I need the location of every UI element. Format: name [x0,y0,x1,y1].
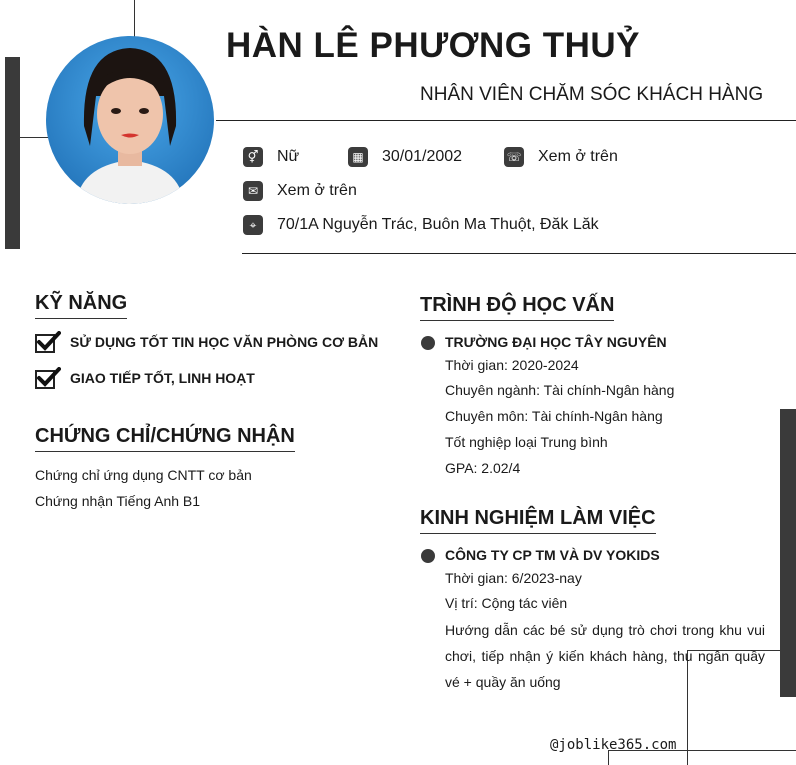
gender-value: Nữ [277,148,300,165]
education-line: GPA: 2.02/4 [445,460,521,476]
info-address [243,215,599,235]
job-title: NHÂN VIÊN CHĂM SÓC KHÁCH HÀNG [420,84,764,105]
info-divider [242,253,796,254]
gender-icon: ⚥ [243,147,263,167]
birthday-value: 30/01/2002 [382,148,463,165]
education-line: Thời gian: 2020-2024 [445,357,579,373]
left-decor-line [20,137,50,138]
left-decor-bar [5,57,20,249]
checkbox-checked-icon [35,367,61,389]
phone-icon: ☏ [504,147,524,167]
experience-line: Vị trí: Cộng tác viên [445,595,568,611]
checkbox-checked-icon [35,331,61,353]
watermark: @joblike365.com [550,737,677,753]
info-gender [243,147,299,167]
top-decor-line [134,0,135,40]
school-name: TRƯỜNG ĐẠI HỌC TÂY NGUYÊN [445,334,667,350]
location-pin-icon: ⌖ [243,215,263,235]
experience-title: KINH NGHIỆM LÀM VIỆC [420,507,656,534]
skill-label: SỬ DỤNG TỐT TIN HỌC VĂN PHÒNG CƠ BẢN [70,334,379,350]
skill-item [35,331,378,353]
bullet-icon [421,549,435,563]
education-title: TRÌNH ĐỘ HỌC VẤN [420,294,614,321]
bullet-icon [421,336,435,350]
education-line: Tốt nghiệp loại Trung bình [445,434,608,450]
experience-line: Thời gian: 6/2023-nay [445,570,582,586]
info-phone [504,147,618,167]
envelope-icon: ✉ [243,181,263,201]
info-birthday [348,147,462,167]
info-email [243,181,357,201]
address-value: 70/1A Nguyễn Trác, Buôn Ma Thuột, Đăk Lăk [277,216,599,233]
education-line: Chuyên môn: Tài chính-Ngân hàng [445,408,663,424]
right-decor-bar [780,409,796,697]
certificate-item: Chứng chỉ ứng dụng CNTT cơ bản [35,467,252,483]
calendar-icon: ▦ [348,147,368,167]
portrait-photo [46,36,214,204]
phone-value: Xem ở trên [538,148,618,165]
skill-label: GIAO TIẾP TỐT, LINH HOẠT [70,370,255,386]
avatar [46,36,214,204]
header-divider [216,120,796,121]
education-line: Chuyên ngành: Tài chính-Ngân hàng [445,382,675,398]
email-value: Xem ở trên [277,182,357,199]
skill-item [35,367,255,389]
candidate-name: HÀN LÊ PHƯƠNG THUỶ [226,26,641,65]
experience-description: Hướng dẫn các bé sử dụng trò chơi trong khu vui chơi, tiếp nhận ý kiến khách hàng, thu ngân quầy vé + quầy ăn uống [445,622,765,690]
certificates-title: CHỨNG CHỈ/CHỨNG NHẬN [35,425,295,452]
skills-title: KỸ NĂNG [35,292,127,319]
certificate-item: Chứng nhận Tiếng Anh B1 [35,493,201,509]
company-name: CÔNG TY CP TM VÀ DV YOKIDS [445,547,660,563]
